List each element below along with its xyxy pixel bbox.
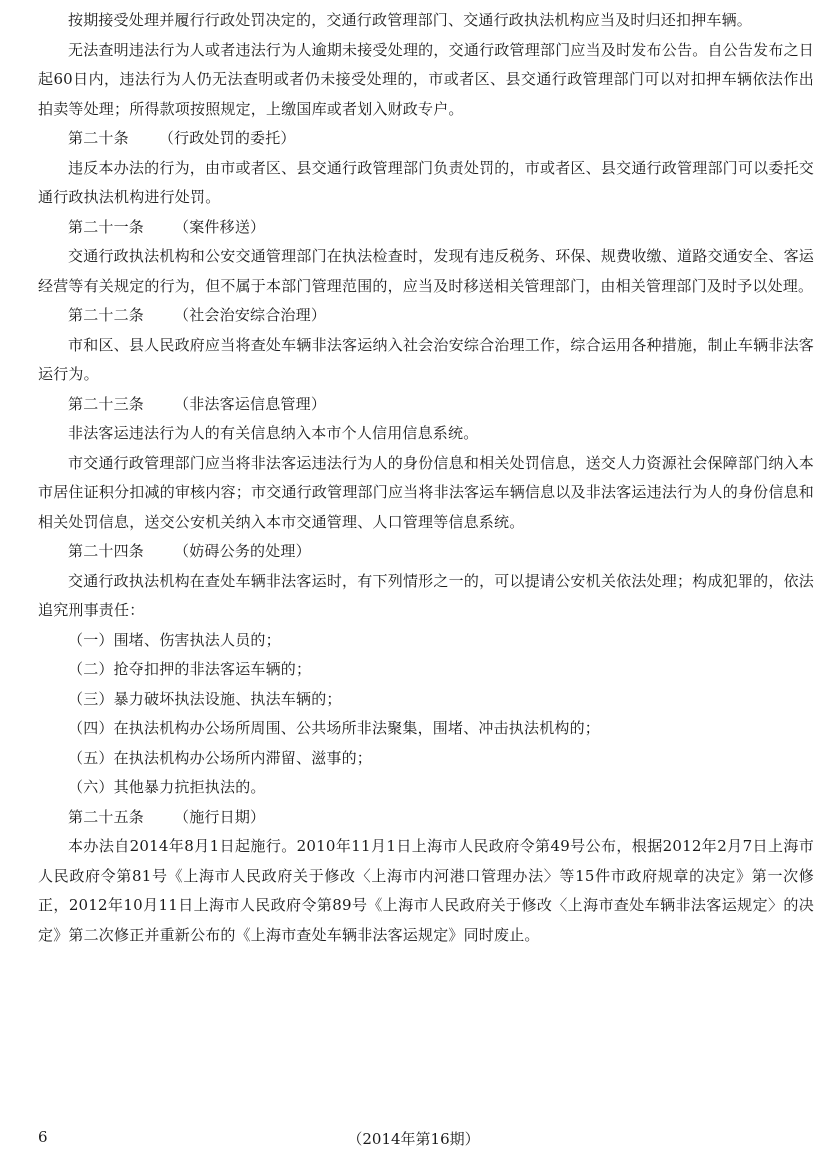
paragraph: 交通行政执法机构和公安交通管理部门在执法检查时，发现有违反税务、环保、规费收缴、道路交通安全、客运经营等有关规定的行为，但不属于本部门管理范围的，应当及时移送相关管理部门，由相关管理部门及时予以处理。: [38, 247, 814, 295]
article-title: （社会治安综合治理）: [174, 306, 327, 324]
article-heading: [38, 124, 814, 154]
paragraph: 市交通行政管理部门应当将非法客运违法行为人的身份信息和相关处罚信息，送交人力资源社会保障部门纳入本市居住证积分扣减的审核内容；市交通行政管理部门应当将非法客运车辆信息以及非法客运违法行为人的身份信息和相关处罚信息，送交公安机关纳入本市交通管理、人口管理等信息系统。: [38, 453, 814, 531]
article-heading: [38, 803, 814, 833]
article-heading: [38, 390, 814, 420]
paragraph: 无法查明违法行为人或者违法行为人逾期未接受处理的，交通行政管理部门应当及时发布公告。自公告发布之日起60日内，违法行为人仍无法查明或者仍未接受处理的，市或者区、县交通行政管理部门可以对扣押车辆依法作出拍卖等处理；所得款项按照规定，上缴国库或者划入财政专户。: [38, 40, 814, 118]
article-number: 第二十四条: [68, 542, 145, 560]
page-footer: [0, 1128, 827, 1152]
list-item: （二）抢夺扣押的非法客运车辆的；: [68, 660, 312, 678]
article-number: 第二十条: [68, 129, 129, 147]
issue-label: （2014年第16期）: [347, 1130, 480, 1148]
article-heading: [38, 301, 814, 331]
article-heading: [38, 537, 814, 567]
article-number: 第二十二条: [68, 306, 145, 324]
article-number: 第二十五条: [68, 807, 145, 826]
paragraph: 违反本办法的行为，由市或者区、县交通行政管理部门负责处罚的，市或者区、县交通行政管理部门可以委托交通行政执法机构进行处罚。: [38, 158, 814, 206]
list-item: （一）围堵、伤害执法人员的；: [68, 630, 281, 649]
article-number: 第二十三条: [68, 394, 145, 413]
article-title: （行政处罚的委托）: [158, 129, 296, 147]
article-title: （非法客运信息管理）: [174, 394, 327, 413]
article-title: （案件移送）: [174, 217, 266, 236]
list-item: （六）其他暴力抗拒执法的。: [68, 778, 266, 796]
list-item: （五）在执法机构办公场所内滞留、滋事的；: [68, 748, 373, 767]
article-heading: [38, 213, 814, 243]
article-title: （妨碍公务的处理）: [174, 542, 311, 560]
paragraph: 本办法自2014年8月1日起施行。2010年11月1日上海市人民政府令第49号公布，根据2012年2月7日上海市人民政府令第81号《上海市人民政府关于修改〈上海市内河港口管理办法〉等15件市政府规章的决定》第一次修正，2012年10月11日上海市人民政府令第89号《上海市人民政府关于修改〈上海市查处车辆非法客运规定〉的决定》第二次修正并重新公布的《上海市查处车辆非法客运规定》同时废止。: [38, 837, 814, 944]
paragraph: 交通行政执法机构在查处车辆非法客运时，有下列情形之一的，可以提请公安机关依法处理；构成犯罪的，依法追究刑事责任：: [38, 571, 814, 619]
article-number: 第二十一条: [68, 217, 145, 236]
page-number: 6: [38, 1128, 48, 1146]
document-body: [38, 6, 814, 950]
article-title: （施行日期）: [174, 807, 266, 826]
paragraph: 市和区、县人民政府应当将查处车辆非法客运纳入社会治安综合治理工作，综合运用各种措施，制止车辆非法客运行为。: [38, 335, 814, 383]
list-item: （四）在执法机构办公场所周围、公共场所非法聚集，围堵、冲击执法机构的；: [68, 719, 601, 737]
paragraph: 非法客运违法行为人的有关信息纳入本市个人信用信息系统。: [68, 424, 479, 442]
list-item: （三）暴力破坏执法设施、执法车辆的；: [68, 689, 342, 708]
paragraph: 按期接受处理并履行行政处罚决定的，交通行政管理部门、交通行政执法机构应当及时归还扣押车辆。: [68, 11, 753, 29]
